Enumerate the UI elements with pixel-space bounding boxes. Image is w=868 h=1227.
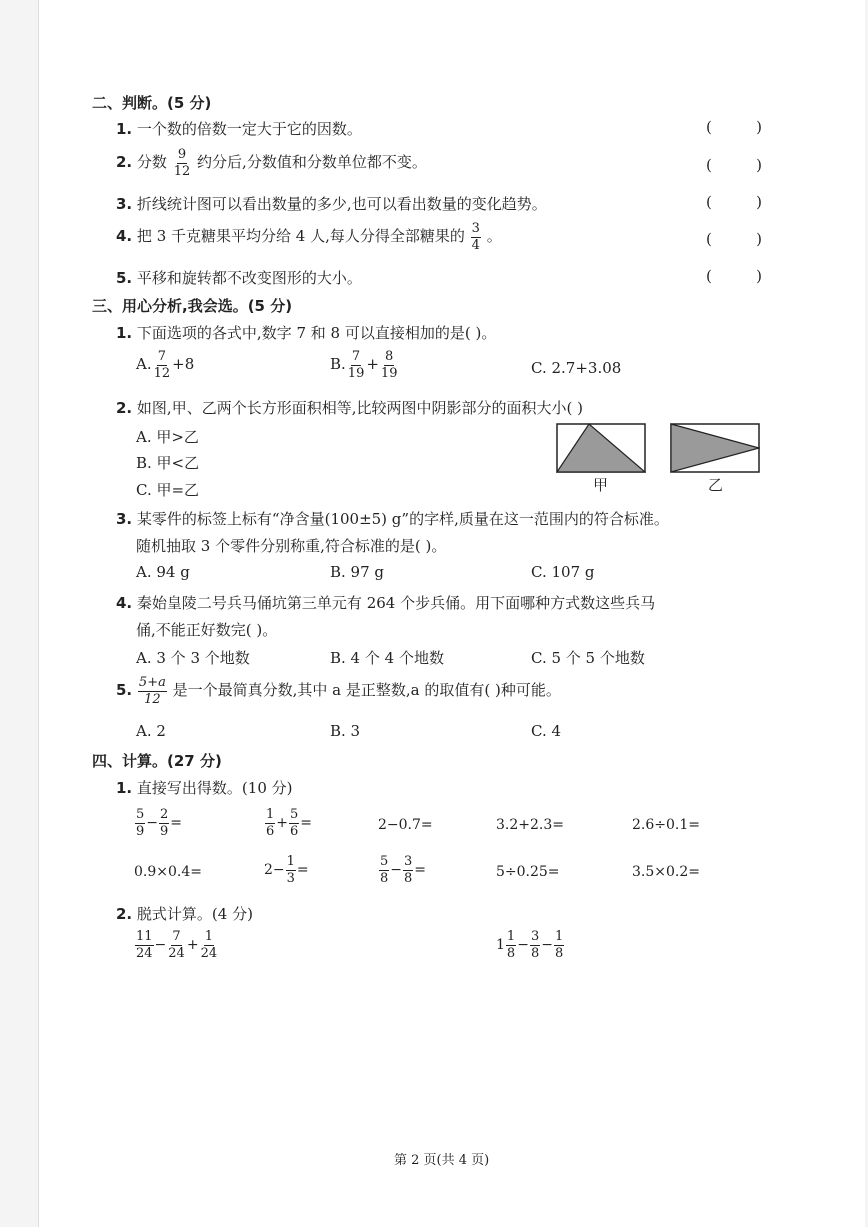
figure-yi-label: 乙 — [708, 476, 724, 494]
choice-q4 — [116, 592, 655, 613]
item-number: 1. — [116, 120, 133, 138]
option-a[interactable]: A. 甲>乙 — [136, 428, 199, 446]
question-text: 是一个最简真分数,其中 a 是正整数,a 的取值有( )种可能。 — [172, 681, 561, 700]
item-text: 一个数的倍数一定大于它的因数。 — [136, 120, 362, 138]
option-b[interactable]: B. 4 个 4 个地数 — [330, 649, 444, 667]
choice-q2 — [116, 397, 583, 418]
calc-item[interactable]: 2−0.7= — [378, 817, 433, 833]
item-number: 3. — [116, 195, 133, 213]
fraction: $\frac{3}{4}$ — [471, 221, 480, 253]
fraction: $\frac{9}{12}$ — [173, 147, 191, 179]
calc-q1 — [116, 777, 292, 798]
item-number: 5. — [116, 681, 133, 700]
option-a[interactable]: A. 3 个 3 个地数 — [136, 649, 250, 667]
question-text-line1: 秦始皇陵二号兵马俑坑第三单元有 264 个步兵俑。用下面哪种方式数这些兵马 — [136, 594, 656, 612]
section-2-title: 二、判断。(5 分) — [92, 94, 212, 112]
option-a[interactable]: A. $\frac{7}{12}$ +8 — [136, 349, 195, 381]
answer-paren-3[interactable]: ( ) — [706, 193, 762, 211]
item-number: 3. — [116, 510, 133, 528]
question-text-line2: 俑,不能正好数完( )。 — [136, 621, 278, 639]
option-c[interactable]: C. 107 g — [531, 563, 595, 581]
question-text-line1: 某零件的标签上标有“净含量(100±5) g”的字样,质量在这一范围内的符合标准。 — [136, 510, 669, 528]
option-c[interactable]: C. 甲=乙 — [136, 481, 200, 499]
option-a[interactable]: A. 94 g — [136, 563, 190, 581]
option-b[interactable]: B. 甲<乙 — [136, 454, 200, 472]
item-text-pre: 分数 — [136, 153, 167, 172]
item-text-pre: 把 3 千克糖果平均分给 4 人,每人分得全部糖果的 — [136, 227, 465, 246]
option-b[interactable]: B. 97 g — [330, 563, 385, 581]
answer-paren-1[interactable]: ( ) — [706, 118, 762, 136]
question-text: 直接写出得数。(10 分) — [136, 779, 293, 797]
option-c[interactable]: C. 4 — [531, 722, 562, 740]
option-a[interactable]: A. 2 — [136, 722, 166, 740]
option-b[interactable]: B. $\frac{7}{19}$ + $\frac{8}{19}$ — [330, 349, 398, 381]
question-text: 脱式计算。(4 分) — [136, 905, 253, 923]
calc-item[interactable]: $\frac{5}{8}$ − $\frac{3}{8}$ = — [380, 854, 427, 886]
item-number: 2. — [116, 153, 133, 172]
question-text: 下面选项的各式中,数字 7 和 8 可以直接相加的是( )。 — [136, 324, 497, 342]
item-number: 2. — [116, 905, 133, 923]
answer-paren-5[interactable]: ( ) — [706, 267, 762, 285]
question-text-line2: 随机抽取 3 个零件分别称重,符合标准的是( )。 — [136, 537, 447, 555]
figure-jia — [556, 423, 646, 473]
calc-item[interactable]: $\frac{5}{9}$ − $\frac{2}{9}$ = — [136, 807, 183, 839]
option-c[interactable]: C. 2.7+3.08 — [531, 359, 622, 377]
exam-page — [38, 0, 865, 1227]
page-number: 第 2 页(共 4 页) — [394, 1153, 490, 1168]
item-number: 1. — [116, 779, 133, 797]
judge-item-2 — [116, 148, 427, 178]
item-number: 4. — [116, 227, 133, 246]
calc-item[interactable]: 3.2+2.3= — [496, 817, 564, 833]
item-number: 2. — [116, 399, 133, 417]
item-text: 折线统计图可以看出数量的多少,也可以看出数量的变化趋势。 — [136, 195, 547, 213]
item-text-post: 约分后,分数值和分数单位都不变。 — [197, 153, 427, 172]
calc-item[interactable]: 2− $\frac{1}{3}$ = — [264, 854, 309, 886]
calc-q2 — [116, 903, 253, 924]
answer-paren-4[interactable]: ( ) — [706, 230, 762, 248]
judge-item-5 — [116, 267, 362, 288]
calc-item[interactable]: 3.5×0.2= — [632, 864, 700, 880]
section-3-title: 三、用心分析,我会选。(5 分) — [92, 297, 293, 315]
judge-item-4 — [116, 222, 502, 252]
item-number: 5. — [116, 269, 133, 287]
figure-jia-label: 甲 — [593, 476, 609, 494]
item-text-post: 。 — [486, 227, 502, 246]
item-text: 平移和旋转都不改变图形的大小。 — [136, 269, 362, 287]
calc-item[interactable]: $\frac{1}{6}$ + $\frac{5}{6}$ = — [266, 807, 313, 839]
choice-q5 — [116, 676, 561, 706]
calc-item[interactable]: 5÷0.25= — [496, 864, 560, 880]
fraction: $\frac{5+a}{12}$ — [138, 675, 166, 707]
figure-yi — [670, 423, 760, 473]
question-text: 如图,甲、乙两个长方形面积相等,比较两图中阴影部分的面积大小( ) — [136, 399, 583, 417]
option-b[interactable]: B. 3 — [330, 722, 361, 740]
step-calc-2[interactable]: 1 $\frac{1}{8}$ − $\frac{3}{8}$ − $\frac{1}{8}$ — [496, 929, 564, 961]
judge-item-3 — [116, 193, 547, 214]
option-c[interactable]: C. 5 个 5 个地数 — [531, 649, 645, 667]
choice-q3 — [116, 508, 669, 529]
calc-item[interactable]: 2.6÷0.1= — [632, 817, 700, 833]
judge-item-1 — [116, 118, 362, 139]
section-4-title: 四、计算。(27 分) — [92, 752, 222, 770]
choice-q1 — [116, 322, 496, 343]
answer-paren-2[interactable]: ( ) — [706, 156, 762, 174]
item-number: 1. — [116, 324, 133, 342]
item-number: 4. — [116, 594, 133, 612]
step-calc-1[interactable]: $\frac{11}{24}$ − $\frac{7}{24}$ + $\frac{1}{24}$ — [136, 929, 218, 961]
calc-item[interactable]: 0.9×0.4= — [134, 864, 202, 880]
